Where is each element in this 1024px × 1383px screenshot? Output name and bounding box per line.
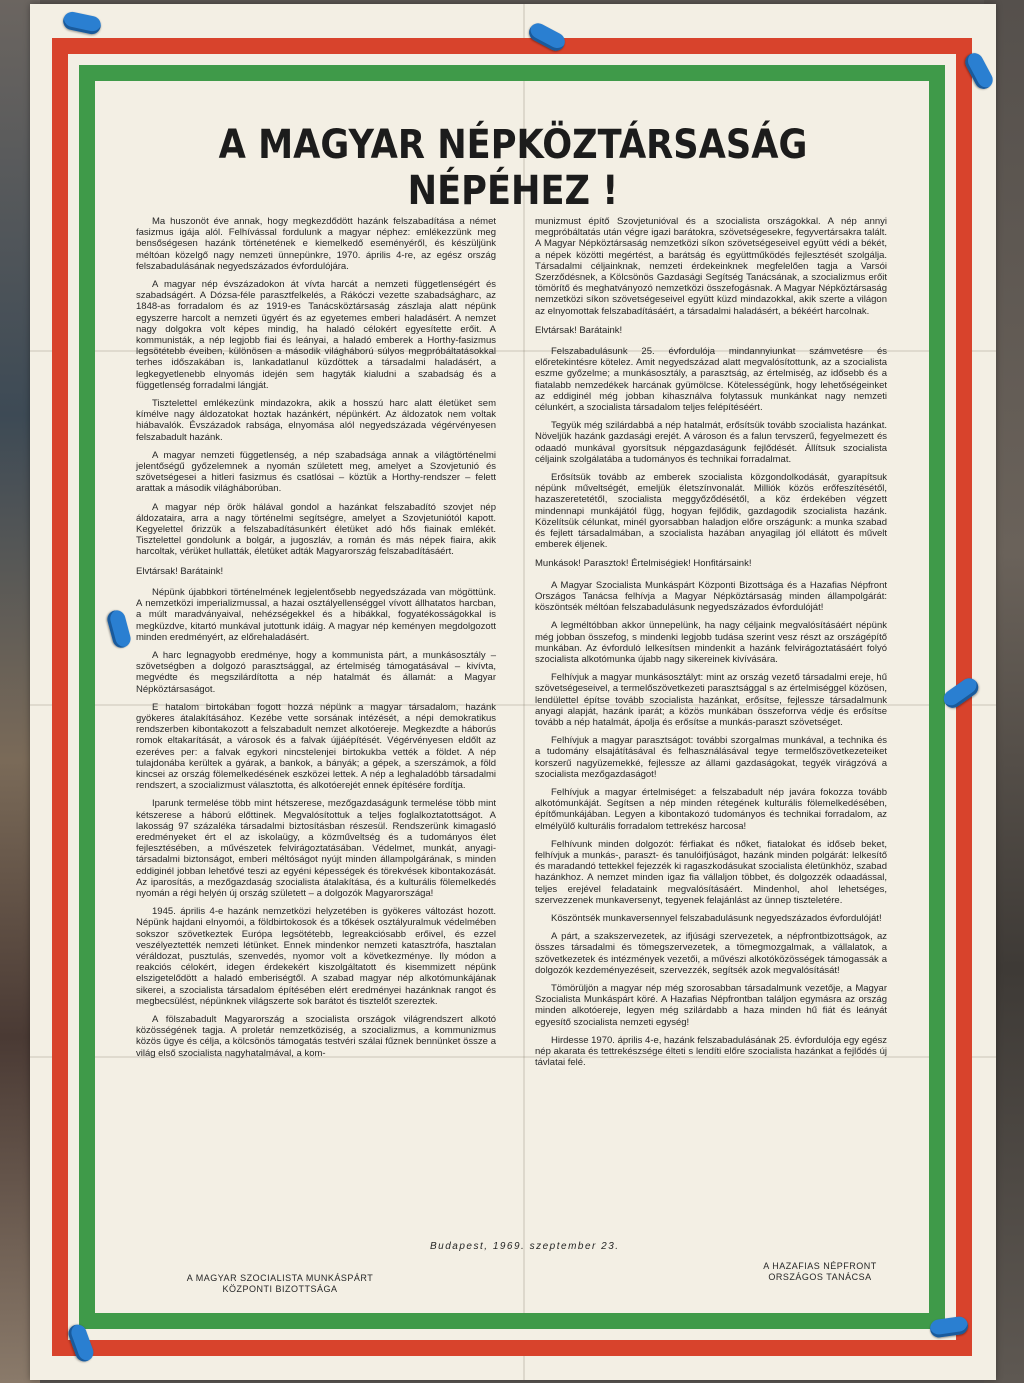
paragraph: Ma huszonöt éve annak, hogy megkezdődött hazánk felszabadítása a német fasizmus igája alól. Felhívással fordulunk a magyar néphez: emlékezzünk meg bensőségesen hazánk történetének e kiemelkedő eseményéről, és készüljünk méltóan közelgő nagy nemzeti ünnepünkre, 1970. április 4-re, az egész ország felszabadulásának negyedszázados évfordulójára. [136, 216, 496, 272]
salutation: Elvtársak! Barátaink! [136, 565, 224, 577]
paragraph: Felhívunk minden dolgozót: férfiakat és nőket, fiatalokat és időseb beket, felhívjuk a munkás-, paraszt- és tanulóifjúságot, hazánk minden polgárát: lelkesítő és maradandó tettekkel fejezzék ki ragaszkodásukat szocialista életünkhöz, szabad hazánkhoz. A nemzet minden igaz fia vállaljon többet, és dolgozzék odaadással, teljes erejével feladataink megvalósításáért. Mindenhol, ahol lehetséges, szervezzenek munkaversenyt, tegyenek felajánlást az ünnep tiszteletére. [535, 838, 887, 906]
paragraph: Iparunk termelése több mint hétszerese, mezőgazdaságunk termelése több mint kétszerese a háború előttinek. Megvalósítottuk a teljes foglalkoztatottságot. A lakosság 97 százaléka társadalmi biztosításban részesül. Rendszerünk kimagasló eredményeket ért el az iskolaügy, a közműveltség és a tudományos élet fejlesztésében, a művészetek felvirágoztatásában. Védelmet, munkát, anyagi-társadalmi biztonságot, emberi méltóságot nyújt minden állampolgárának, s minden eddiginél jobban lehetővé teszi az egyéni képességek és törekvések kibontakozását. Az iparosítás, a mezőgazdaság szocialista átalakítása, és a kulturális fölemelkedés nyomán a régi helyén új ország született – a dolgozók Magyarországa! [136, 798, 496, 899]
salutation: Elvtársak! Barátaink! [535, 324, 623, 336]
signature-line: A HAZAFIAS NÉPFRONT [763, 1261, 877, 1271]
paragraph: Erősítsük tovább az emberek szocialista közgondolkodását, gyarapítsuk népünk műveltségét, emeljük életszínvonalát. Milliók közös erőfeszítésétől, hazaszeretetétől, szocialista meggyőződésétől, a köz érdekében végzett mindennapi munkájától függ, hogyan fejlődik, gazdagodik szocialista hazánk. Közelítsük célunkat, minél gyorsabban haladjon előre országunk: a munka szabad és fejlett társadalmában, a szocialista hazában anyagilag jól ellátott és művelt emberek éljenek. [535, 472, 887, 551]
salutation: Munkások! Parasztok! Értelmiségiek! Honfitársaink! [535, 558, 752, 570]
text-column-right [535, 216, 887, 1075]
paragraph: E hatalom birtokában fogott hozzá népünk a magyar társadalom, hazánk gyökeres átalakításához. Kezébe vette sorsának intézését, a népi demokratikus rendszerben kibontakozott a felszabadult nemzet alkotóereje. Megkezdte a háborús romok eltakarítását, a városok és a falvak újjáépítését. Végérvényesen eldőlt az ezeréves per: a falvak egykori nincstelenjei birtokukba vették a földet. A nép tulajdonába kerültek a gyárak, a bankok, a bányák; a gépek, a szerszámok, a föld kincsei az ország fölemelkedésének eszközei lettek. A nép a leghaladóbb társadalmi rendszert, a szocializmust választotta, és alkotóerejét ennek építésére fordítja. [136, 701, 496, 792]
paragraph: A legméltóbban akkor ünnepelünk, ha nagy céljaink megvalósításáért népünk még jobban összefog, s mindenki legjobb tudása szerint vesz részt az országépítő munkában. Az évforduló lelkesítsen mindenkit a hazánk felvirágoztatásáért folyó szocialista alkotómunka újabb nagy sikereinek kivívására. [535, 620, 887, 665]
paragraph: A magyar nép évszázadokon át vívta harcát a nemzeti függetlenségért és szabadságért. A Dózsa-féle parasztfelkelés, a Rákóczi vezette szabadságharc, az 1848-as forradalom és az 1919-es Tanácsköztársaság zászlaja alatt népünk egyszerre harcolt a nemzeti ügyért és az egyetemes emberi haladásért. A nemzet nagy dolgokra volt képes mindig, ha haladó célokért egyesítette erőit. A kommunisták, a nép legjobb fiai és leányai, a haladó emberek a Horthy-fasizmus legsötétebb éveiben, különösen a második világháború súlyos megpróbáltatásokkal terhes időszakában is, lankadatlanul küzdöttek a társadalmi haladásért, a legkegyetlenebb elnyomás idején sem hagyták kialudni a szabadság és a függetlenség forradalmi lángját. [136, 279, 496, 391]
signature-mszmp [160, 1273, 400, 1294]
paragraph: A Magyar Szocialista Munkáspárt Központi Bizottsága és a Hazafias Népfront Országos Tanácsa felhívja a Magyar Népköztársaság minden állampolgárát: köszöntsék méltóan felszabadulásunk negyedszázados évfordulóját! [535, 579, 887, 614]
paragraph: Tisztelettel emlékezünk mindazokra, akik a hosszú harc alatt életüket sem kímélve nagy áldozatokat hoztak hazánkért, népünkért. Az áldozatok nem voltak hiábavalók. Évszázadok rabsága, elnyomása alól negyedszázada végérvényesen felszabadult hazánk. [136, 398, 496, 443]
paragraph: A harc legnagyobb eredménye, hogy a kommunista párt, a munkásosztály – szövetségben a dolgozó parasztsággal, az értelmiség támogatásával – kivívta, megvédte és megszilárdította a nép hatalmát és államát: a Magyar Népköztársaságot. [136, 649, 496, 695]
signature-line: KÖZPONTI BIZOTTSÁGA [222, 1283, 338, 1294]
paragraph: A párt, a szakszervezetek, az ifjúsági szervezetek, a népfrontbizottságok, az összes társadalmi és tömegszervezetek, a tömegmozgalmak, a vállalatok, a szövetkezetek és intézmények vezetői, a művészi alkotóközösségek támogassák a dolgozók kezdeményezéseit, szervezzék, segítsék azok megvalósítását! [535, 931, 887, 976]
poster-sheet [30, 4, 996, 1380]
paragraph: Hirdesse 1970. április 4-e, hazánk felszabadulásának 25. évfordulója egy egész nép akarata és tettrekészsége élteti s lendíti előre szocialista hazánkat a fejlődés új távlatai felé. [535, 1034, 887, 1069]
paragraph: Tömörüljön a magyar nép még szorosabban társadalmunk vezetője, a Magyar Szocialista Munkáspárt köré. A Hazafias Népfrontban találjon egymásra az ország minden alkotóereje, legyen még szilárdabb a haza minden hű fiát és leányát egyesítő szocialista nemzeti egység! [535, 982, 887, 1028]
signature-hnf [740, 1261, 900, 1282]
paragraph: Felhívjuk a magyar értelmiséget: a felszabadult nép javára fokozza tovább alkotómunkáját. Segítsen a nép minden rétegének kulturális fölemelkedésében, építőmunkájában. Legyen a kibontakozó tudományos és technikai forradalom, az elmélyülő kulturális forradalom tettrekész harcosa! [535, 786, 887, 832]
signature-line: A MAGYAR SZOCIALISTA MUNKÁSPÁRT [186, 1273, 374, 1283]
signature-line: ORSZÁGOS TANÁCSA [768, 1271, 872, 1282]
poster-title: A MAGYAR NÉPKÖZTÁRSASÁG NÉPÉHEZ ! [218, 122, 808, 214]
paragraph: 1945. április 4-e hazánk nemzetközi helyzetében is gyökeres változást hozott. Népünk hajdani elnyomói, a földbirtokosok és a tőkések osztályuralmuk védelmében sokszor szövetkeztek Európa legsötétebb, legreakciósabb erőivel, és ezzel veszélyeztették nemzeti létünket. Ennek mindenkor nemzeti katasztrófa, hasztalan véráldozat, pusztulás, szenvedés, nyomor volt a következménye. Ily módon a reakciós célokért, idegen érdekekért kiszolgáltatott és kisemmizett népünk elszigetelődött a haladó emberiségtől. A szabad magyar nép alkotómunkájának sikerei, a szocialista társadalom építésében elért eredményei hazánknak rangot és megbecsülést, népünknek világszerte sok barátot és tisztelőt szereztek. [136, 906, 496, 1007]
paragraph: Felszabadulásunk 25. évfordulója mindannyiunkat számvetésre és előretekintésre kötelez. Amit negyedszázad alatt megvalósítottunk, az a szocialista eszme győzelme; a munkásosztály, a parasztság, az értelmiség, az idősebb és a fiatalabb nemzedékek harcának gyümölcse. Kötelességünk, hogy lehetőségeinket az eddiginél még jobban kihasználva folytassuk munkánkat nagy nemzeti célunkért, a szocialista társadalom teljes felépítéséért. [535, 346, 887, 414]
paragraph: munizmust építő Szovjetunióval és a szocialista országokkal. A nép annyi megpróbáltatás után végre igazi barátokra, szövetségesekre, fegyvertársakra talált. A Magyar Népköztársaság nemzetközi síkon szövetségeseivel együtt védi a békét, a népek közötti megértést, a barátság és együttműködés fejlesztését szolgálja. Társadalmi céljainknak, nemzeti érdekeinknek megfelelően tagja a Varsói Szerződésnek, a Kölcsönös Gazdasági Segítség Tanácsának, a szocializmus erőit tömörítő és meghatványozó nemzetközi összefogásnak. A Magyar Népköztársaság nemzetközi síkon szövetségeseivel együtt küzd mindazokkal, akik szerte a világon az elnyomottak felszabadításáért, a társadalmi haladásért, a békéért harcolnak. [535, 216, 887, 317]
paragraph: Felhívjuk a magyar munkásosztályt: mint az ország vezető társadalmi ereje, hű szövetségeseivel, a termelőszövetkezeti parasztsággal s az értelmiséggel közösen, lendülettel építse tovább szocialista hazánkat, erősítse, fejlessze társadalmunk anyagi alapját, hazánk iparát; a közös munkában összeforrva védje és erősítse tovább a nép hatalmát, ápolja és erősítse a munkás-paraszt szövetséget. [535, 672, 887, 728]
paragraph: A fölszabadult Magyarország a szocialista országok világrendszert alkotó közösségének tagja. A proletár nemzetköziség, a szocializmus, a kommunizmus közös ügye és célja, a kölcsönös támogatás testvéri szálai fűznek bennünket össze a világ első szocialista nagyhatalmával, a kom- [136, 1014, 496, 1059]
paragraph: A magyar nép örök hálával gondol a hazánkat felszabadító szovjet nép áldozataira, arra a nagy történelmi segítségre, amelyet a Szovjetuniótól kapott. Kegyelettel őrizzük a felszabadításunkért életüket adó hős fiainak emlékét. Tisztelettel gondolunk a bolgár, a jugoszláv, a román és más népek fiaira, akik harcoltak, vérüket hullatták, életüket adták Magyarország felszabadításáért. [136, 501, 496, 558]
paragraph: Felhívjuk a magyar parasztságot: további szorgalmas munkával, a technika és a tudomány elsajátításával és felhasználásával tegye termelőszövetkezeteiket korszerű nagyüzemekké, fejlessze az állami gazdaságokat, tegyék virágzóvá a szocialista mezőgazdaságot! [535, 735, 887, 780]
paragraph: Köszöntsék munkaversennyel felszabadulásunk negyedszázados évfordulóját! [551, 912, 882, 924]
dateline: Budapest, 1969. szeptember 23. [430, 1241, 620, 1252]
paragraph: A magyar nemzeti függetlenség, a nép szabadsága annak a világtörténelmi jelentőségű győzelemnek a nyomán született meg, amelyet a Szovjetunió és szövetségesei a hitleri fasizmus és csatlósai – köztük a Horthy-rendszer – felett arattak a második világháborúban. [136, 449, 496, 495]
paragraph: Népünk újabbkori történelmének legjelentősebb negyedszázada van mögöttünk. A nemzetközi imperializmussal, a hazai osztályellenséggel vívott állhatatos harcban, a múlt maradványaival, nehézségekkel és a hibákkal, fogyatékosságokkal is megküzdve, kitartó munkával jutottunk idáig. A magyar nép keményen megdolgozott minden eredményért, az előrehaladásért. [136, 586, 496, 643]
paragraph: Tegyük még szilárdabbá a nép hatalmát, erősítsük tovább szocialista hazánkat. Növeljük hazánk gazdasági erejét. A városon és a falun tervszerű, fegyelmezett és odaadó munkával gyorsítsuk népgazdaságunk fejlődését. Állítsuk szocialista céljaink szolgálatába a tudományos és technikai forradalmat. [535, 420, 887, 465]
text-column-left [136, 216, 496, 1066]
